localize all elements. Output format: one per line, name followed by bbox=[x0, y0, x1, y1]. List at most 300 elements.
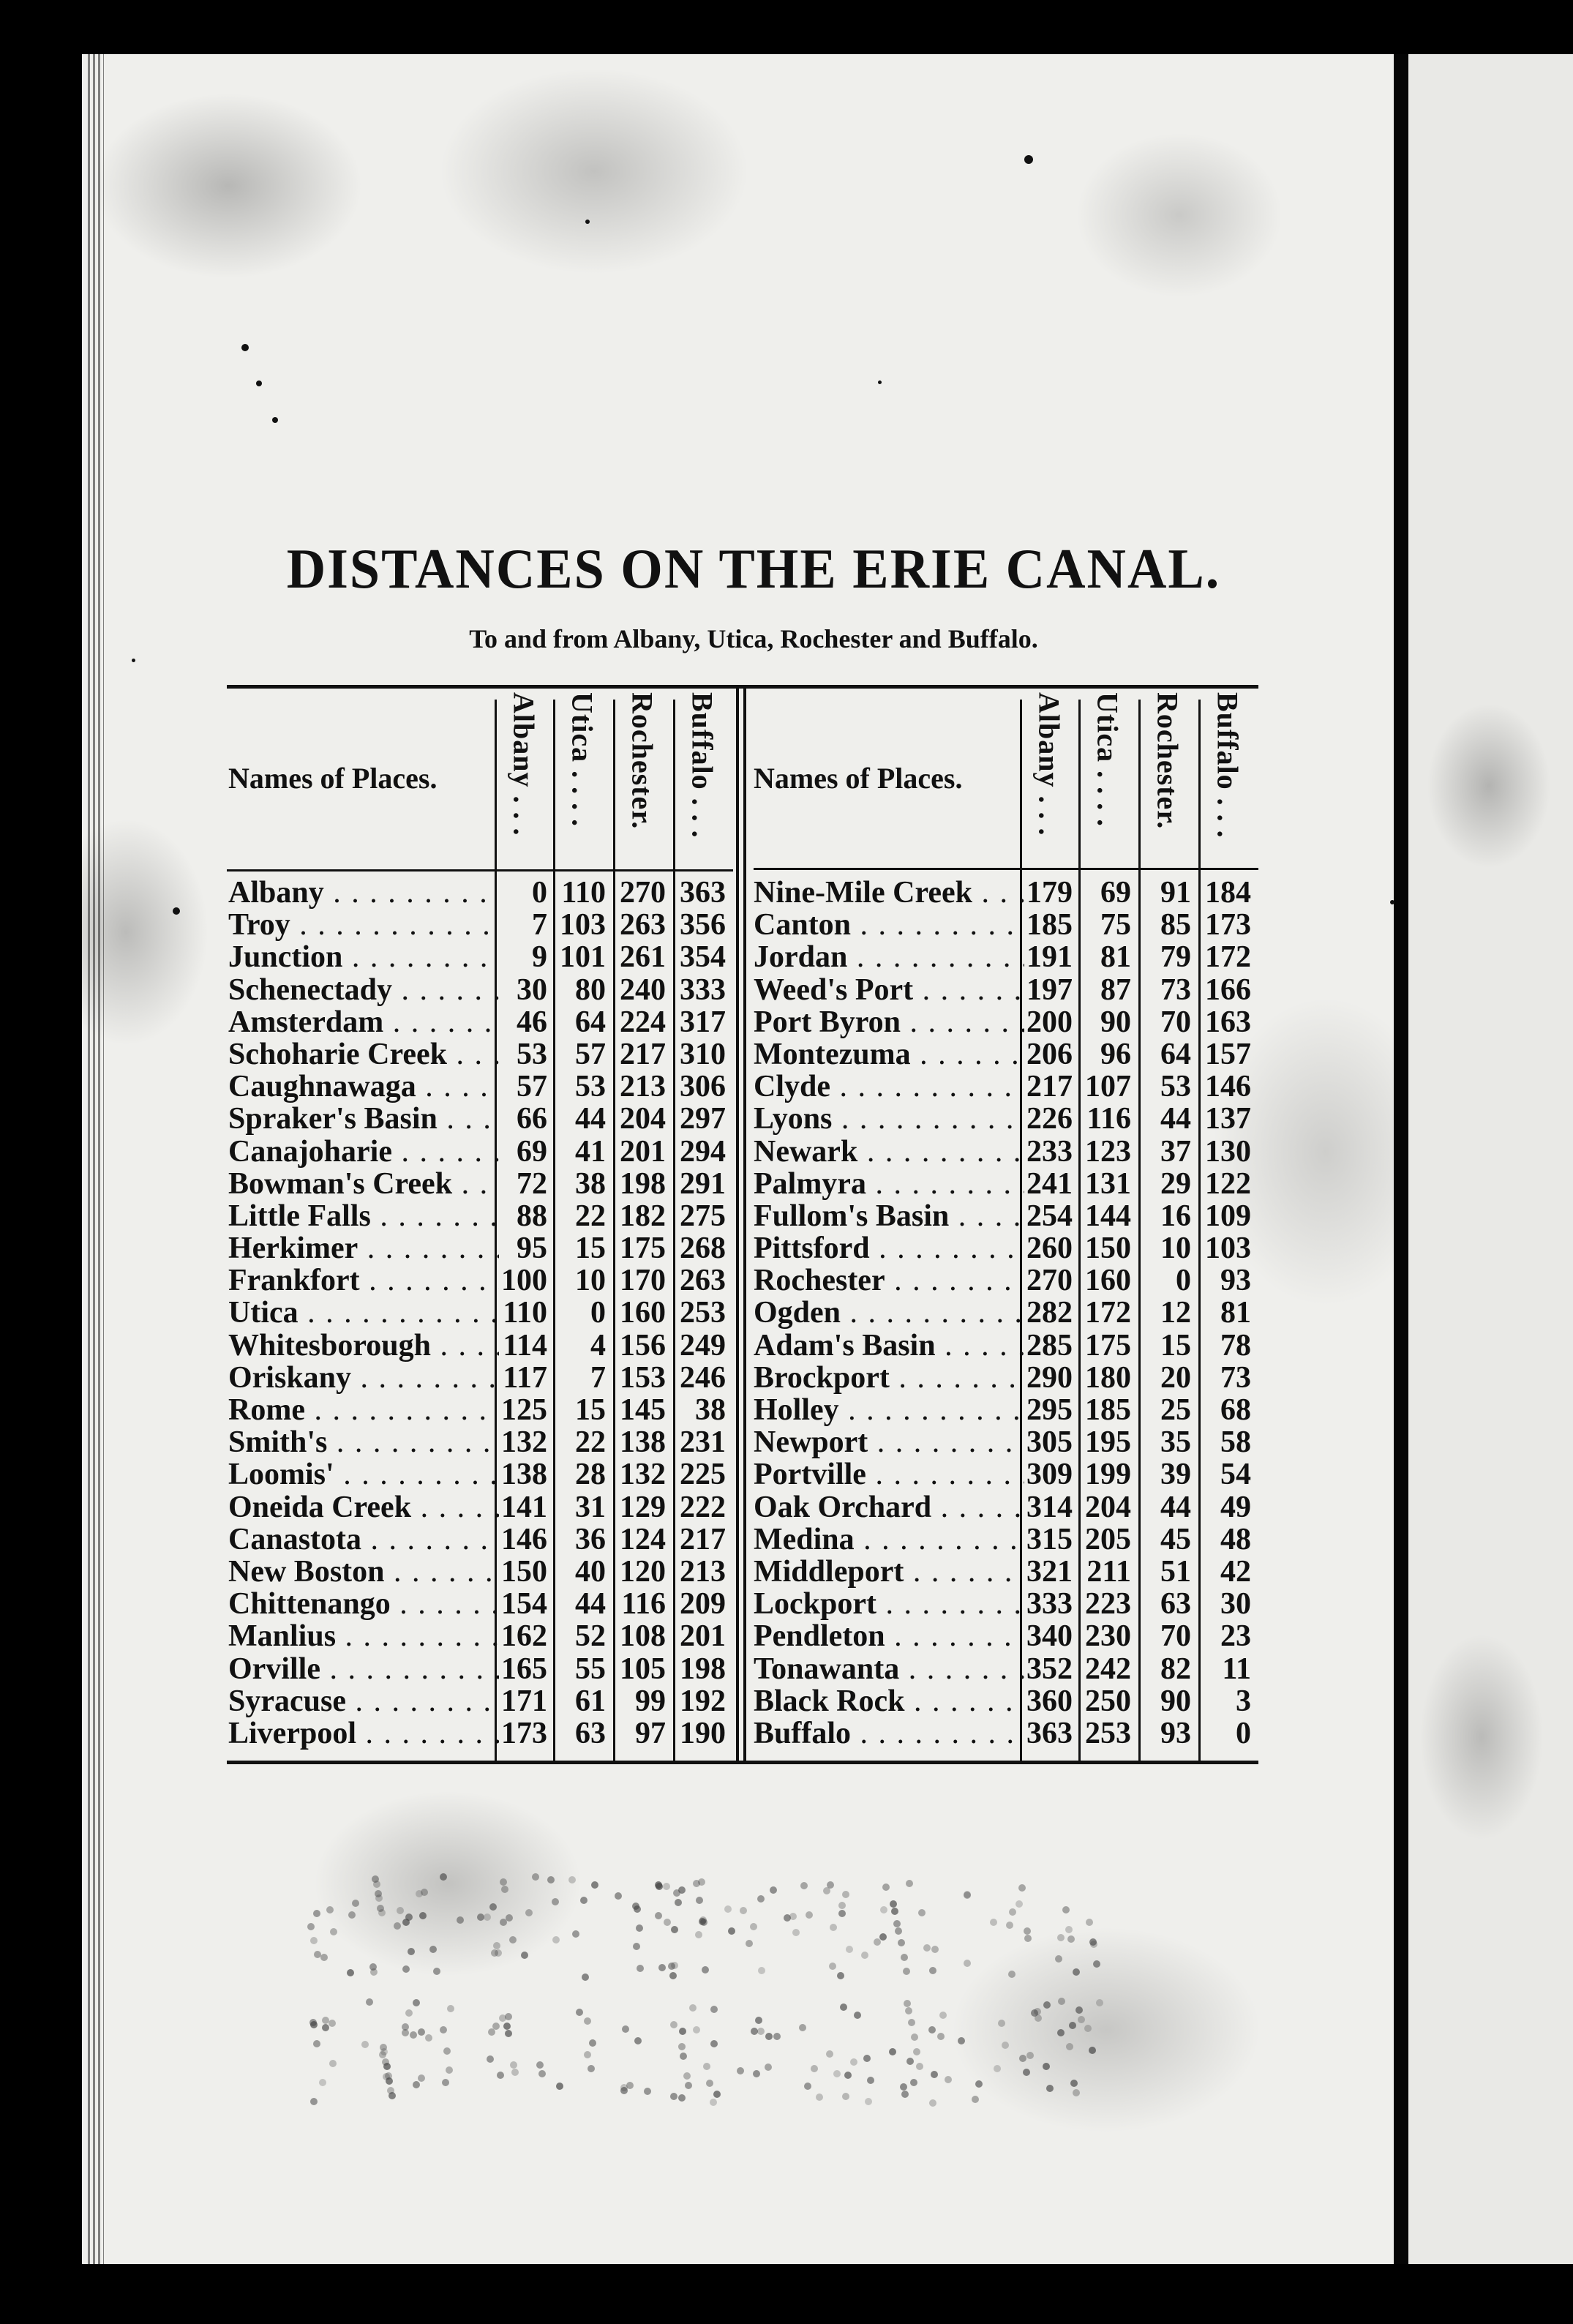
perforation-dot bbox=[850, 2058, 857, 2066]
distance-utica: 253 bbox=[1085, 1716, 1131, 1750]
perforation-dot bbox=[770, 1886, 777, 1894]
distance-albany: 7 bbox=[532, 908, 547, 942]
distance-utica: 230 bbox=[1085, 1619, 1131, 1654]
place-name: Whitesborough . . . bbox=[228, 1330, 499, 1362]
perforation-dot bbox=[929, 1967, 936, 1974]
perforation-dot bbox=[879, 1933, 887, 1941]
distance-rochester: 138 bbox=[620, 1425, 666, 1460]
distance-rochester: 217 bbox=[620, 1037, 666, 1071]
perforation-dot bbox=[765, 2064, 772, 2071]
distance-albany: 95 bbox=[517, 1232, 547, 1266]
distance-buffalo: 103 bbox=[1205, 1232, 1251, 1266]
distance-albany: 150 bbox=[501, 1554, 547, 1589]
perforation-dot bbox=[402, 2029, 409, 2036]
place-name: Liverpool . . . bbox=[228, 1717, 499, 1750]
perforation-dot bbox=[906, 2058, 914, 2065]
distance-utica: 52 bbox=[575, 1619, 606, 1654]
perforation-dot bbox=[671, 1926, 678, 1933]
place-name: New Boston . . . bbox=[228, 1556, 499, 1588]
distance-buffalo: 163 bbox=[1205, 1005, 1251, 1039]
distance-rochester: 105 bbox=[620, 1652, 666, 1686]
perforation-dot bbox=[837, 1972, 844, 1979]
distance-buffalo: 333 bbox=[680, 972, 726, 1007]
perforation-dot bbox=[497, 2072, 504, 2079]
table-row bbox=[228, 1038, 733, 1071]
perforation-dot bbox=[710, 2006, 718, 2013]
place-name: Port Byron . . . bbox=[754, 1006, 1024, 1038]
table-row bbox=[228, 1556, 733, 1588]
distance-albany: 154 bbox=[501, 1587, 547, 1622]
distance-utica: 175 bbox=[1085, 1328, 1131, 1362]
place-name: Fullom's Basin . . . bbox=[754, 1200, 1024, 1232]
perforation-dot bbox=[442, 2079, 449, 2086]
distance-buffalo: 30 bbox=[1220, 1587, 1251, 1622]
speck bbox=[272, 417, 278, 423]
perforation-dot bbox=[882, 1883, 890, 1891]
perforation-dot bbox=[329, 2060, 337, 2067]
distance-rochester: 64 bbox=[1160, 1037, 1191, 1071]
perforation-dot bbox=[702, 1966, 709, 1973]
perforation-dot bbox=[1093, 1960, 1100, 1968]
perforation-dot bbox=[348, 1911, 356, 1919]
table-row bbox=[754, 1200, 1258, 1232]
distance-albany: 66 bbox=[517, 1102, 547, 1136]
col-head-utica-right: Utica . . . . bbox=[1091, 692, 1125, 828]
distance-albany: 260 bbox=[1026, 1232, 1073, 1266]
distance-albany: 363 bbox=[1026, 1716, 1073, 1750]
distance-buffalo: 263 bbox=[680, 1264, 726, 1298]
place-name: Albany . . . bbox=[228, 877, 499, 909]
table-row bbox=[754, 1556, 1258, 1588]
perforation-dot bbox=[804, 2083, 811, 2090]
distance-utica: 31 bbox=[575, 1490, 606, 1524]
distance-buffalo: 23 bbox=[1220, 1619, 1251, 1654]
perforation-dot bbox=[489, 1903, 497, 1911]
distance-buffalo: 137 bbox=[1205, 1102, 1251, 1136]
place-name: Pittsford . . . bbox=[754, 1232, 1024, 1264]
distance-utica: 15 bbox=[575, 1393, 606, 1427]
distance-buffalo: 130 bbox=[1205, 1134, 1251, 1169]
distance-utica: 53 bbox=[575, 1070, 606, 1104]
perforation-dot bbox=[889, 2048, 896, 2055]
perforation-dot bbox=[370, 1968, 378, 1976]
perforation-dot bbox=[773, 2033, 781, 2040]
perforation-dot bbox=[425, 2034, 432, 2042]
table-row bbox=[754, 1103, 1258, 1135]
distance-rochester: 70 bbox=[1160, 1619, 1191, 1654]
perforation-dot bbox=[842, 1891, 849, 1898]
distance-buffalo: 225 bbox=[680, 1458, 726, 1492]
distance-utica: 44 bbox=[575, 1587, 606, 1622]
table-row bbox=[228, 1394, 733, 1426]
distance-albany: 69 bbox=[517, 1134, 547, 1169]
center-double-rule bbox=[743, 685, 746, 1761]
distance-rochester: 79 bbox=[1160, 940, 1191, 975]
perforation-dot bbox=[799, 2024, 806, 2031]
perforation-dot bbox=[1026, 2052, 1034, 2059]
perforation-dot bbox=[509, 1936, 517, 1943]
table-row bbox=[228, 1264, 733, 1297]
perforation-dot bbox=[320, 1954, 328, 1961]
perforation-dot bbox=[410, 2031, 417, 2039]
perforation-dot bbox=[854, 2012, 861, 2019]
distance-buffalo: 0 bbox=[1236, 1716, 1251, 1750]
perforation-dot bbox=[429, 1946, 437, 1953]
table-row bbox=[228, 1297, 733, 1329]
table-row bbox=[754, 1006, 1258, 1038]
distance-utica: 10 bbox=[575, 1264, 606, 1298]
distance-buffalo: 354 bbox=[680, 940, 726, 975]
perforation-dot bbox=[823, 1887, 830, 1894]
distance-albany: 241 bbox=[1026, 1166, 1073, 1201]
perforation-dot bbox=[891, 1908, 898, 1915]
table-row bbox=[754, 877, 1258, 909]
table-row bbox=[228, 1491, 733, 1523]
distance-rochester: 51 bbox=[1160, 1554, 1191, 1589]
perforation-dot bbox=[310, 2021, 318, 2028]
perforation-dot bbox=[678, 2094, 686, 2102]
distance-albany: 100 bbox=[501, 1264, 547, 1298]
perforation-dot bbox=[322, 2024, 329, 2031]
perforation-dot bbox=[916, 2063, 923, 2070]
perforation-dot bbox=[446, 2066, 453, 2074]
perforated-stamp bbox=[307, 1873, 1112, 2115]
distance-utica: 96 bbox=[1100, 1037, 1131, 1071]
distance-rochester: 20 bbox=[1160, 1360, 1191, 1395]
distance-albany: 340 bbox=[1026, 1619, 1073, 1654]
distance-albany: 197 bbox=[1026, 972, 1073, 1007]
perforation-dot bbox=[931, 2071, 938, 2078]
distance-buffalo: 198 bbox=[680, 1652, 726, 1686]
perforation-dot bbox=[1046, 2085, 1054, 2092]
distance-rochester: 124 bbox=[620, 1522, 666, 1556]
perforation-dot bbox=[910, 2079, 917, 2086]
distance-albany: 125 bbox=[501, 1393, 547, 1427]
perforation-dot bbox=[388, 2092, 396, 2099]
table-row bbox=[754, 1588, 1258, 1620]
perforation-dot bbox=[874, 1938, 881, 1946]
distance-albany: 360 bbox=[1026, 1684, 1073, 1718]
place-name: Black Rock . . . bbox=[754, 1685, 1024, 1717]
rows-left bbox=[228, 877, 733, 1750]
perforation-dot bbox=[1067, 1935, 1075, 1943]
perforation-dot bbox=[1024, 1927, 1031, 1935]
perforation-dot bbox=[906, 1880, 913, 1887]
table-row bbox=[754, 1620, 1258, 1652]
perforation-dot bbox=[683, 2072, 691, 2080]
place-name: Spraker's Basin . . . bbox=[228, 1103, 499, 1135]
distance-rochester: 116 bbox=[621, 1587, 666, 1622]
perforation-dot bbox=[521, 1952, 528, 1959]
distance-rochester: 53 bbox=[1160, 1070, 1191, 1104]
perforation-dot bbox=[669, 1972, 677, 1979]
table-row bbox=[228, 909, 733, 941]
col-head-albany-right: Albany . . . bbox=[1032, 692, 1066, 836]
distance-buffalo: 217 bbox=[680, 1522, 726, 1556]
perforation-dot bbox=[728, 1927, 735, 1935]
place-name: Canton . . . bbox=[754, 909, 1024, 941]
perforation-dot bbox=[750, 1923, 757, 1930]
perforation-dot bbox=[789, 1913, 797, 1920]
perforation-dot bbox=[330, 1928, 337, 1935]
distance-rochester: 16 bbox=[1160, 1199, 1191, 1233]
table-row bbox=[754, 1136, 1258, 1168]
distance-utica: 250 bbox=[1085, 1684, 1131, 1718]
distance-albany: 9 bbox=[532, 940, 547, 975]
table-row bbox=[228, 941, 733, 973]
distance-buffalo: 38 bbox=[695, 1393, 726, 1427]
perforation-dot bbox=[746, 1940, 753, 1947]
perforation-dot bbox=[386, 2077, 393, 2085]
perforation-dot bbox=[1057, 2029, 1065, 2036]
distance-albany: 57 bbox=[517, 1070, 547, 1104]
perforation-dot bbox=[1057, 1934, 1065, 1941]
distance-albany: 46 bbox=[517, 1005, 547, 1039]
perforation-dot bbox=[706, 2080, 713, 2087]
distance-albany: 88 bbox=[517, 1199, 547, 1233]
table-row bbox=[754, 1653, 1258, 1685]
table-row bbox=[754, 1264, 1258, 1297]
perforation-dot bbox=[664, 1919, 671, 1926]
distance-albany: 72 bbox=[517, 1166, 547, 1201]
place-name: Clyde . . . bbox=[754, 1071, 1024, 1103]
perforation-dot bbox=[319, 2079, 326, 2086]
perforation-dot bbox=[591, 1881, 598, 1889]
speck bbox=[1390, 900, 1394, 904]
place-name: Portville . . . bbox=[754, 1458, 1024, 1491]
distance-rochester: 160 bbox=[620, 1296, 666, 1330]
distance-albany: 233 bbox=[1026, 1134, 1073, 1169]
distance-utica: 15 bbox=[575, 1232, 606, 1266]
distance-rochester: 198 bbox=[620, 1166, 666, 1201]
perforation-dot bbox=[693, 1880, 700, 1887]
perforation-dot bbox=[568, 1876, 576, 1883]
names-header-left: Names of Places. bbox=[228, 762, 438, 795]
place-name: Smith's . . . bbox=[228, 1426, 499, 1458]
perforation-dot bbox=[440, 1873, 447, 1881]
distance-albany: 290 bbox=[1026, 1360, 1073, 1395]
distance-albany: 191 bbox=[1026, 940, 1073, 975]
place-name: Montezuma . . . bbox=[754, 1038, 1024, 1071]
distance-rochester: 91 bbox=[1160, 876, 1191, 910]
distance-buffalo: 109 bbox=[1205, 1199, 1251, 1233]
perforation-dot bbox=[710, 2099, 717, 2106]
distance-utica: 144 bbox=[1085, 1199, 1131, 1233]
perforation-dot bbox=[484, 1913, 491, 1921]
distance-buffalo: 190 bbox=[680, 1716, 726, 1750]
distance-rochester: 90 bbox=[1160, 1684, 1191, 1718]
distance-buffalo: 42 bbox=[1220, 1554, 1251, 1589]
distance-rochester: 170 bbox=[620, 1264, 666, 1298]
perforation-dot bbox=[405, 2009, 413, 2017]
perforation-dot bbox=[1073, 1968, 1080, 1976]
distance-rochester: 132 bbox=[620, 1458, 666, 1492]
distance-buffalo: 11 bbox=[1222, 1652, 1251, 1686]
distance-albany: 171 bbox=[501, 1684, 547, 1718]
perforation-dot bbox=[378, 1909, 386, 1916]
perforation-dot bbox=[505, 2013, 512, 2020]
perforation-dot bbox=[670, 2093, 677, 2100]
perforation-dot bbox=[433, 1968, 440, 1975]
distance-buffalo: 291 bbox=[680, 1166, 726, 1201]
table-row bbox=[228, 974, 733, 1006]
perforation-dot bbox=[890, 1900, 897, 1908]
perforation-dot bbox=[525, 1909, 533, 1916]
distance-rochester: 73 bbox=[1160, 972, 1191, 1007]
table-row bbox=[754, 1458, 1258, 1491]
perforation-dot bbox=[634, 1905, 641, 1913]
perforation-dot bbox=[811, 2065, 818, 2072]
distance-albany: 173 bbox=[501, 1716, 547, 1750]
perforation-dot bbox=[923, 1944, 931, 1952]
perforation-dot bbox=[898, 1939, 905, 1946]
distance-albany: 321 bbox=[1026, 1554, 1073, 1589]
distance-buffalo: 297 bbox=[680, 1102, 726, 1136]
distance-buffalo: 93 bbox=[1220, 1264, 1251, 1298]
perforation-dot bbox=[964, 1892, 971, 1899]
distance-buffalo: 54 bbox=[1220, 1458, 1251, 1492]
distance-buffalo: 294 bbox=[680, 1134, 726, 1169]
distance-buffalo: 122 bbox=[1205, 1166, 1251, 1201]
place-name: Rome . . . bbox=[228, 1394, 499, 1426]
perforation-dot bbox=[990, 1919, 997, 1926]
distance-albany: 309 bbox=[1026, 1458, 1073, 1492]
distance-albany: 132 bbox=[501, 1425, 547, 1460]
perforation-dot bbox=[634, 2037, 642, 2044]
perforation-dot bbox=[1096, 1999, 1103, 2006]
distance-utica: 80 bbox=[575, 972, 606, 1007]
distance-utica: 150 bbox=[1085, 1232, 1131, 1266]
perforation-dot bbox=[846, 1946, 853, 1953]
perforation-dot bbox=[361, 2041, 369, 2048]
place-name: Utica . . . bbox=[228, 1297, 499, 1329]
perforation-dot bbox=[842, 2093, 849, 2100]
distance-utica: 172 bbox=[1085, 1296, 1131, 1330]
perforation-dot bbox=[928, 2026, 936, 2034]
distance-utica: 22 bbox=[575, 1425, 606, 1460]
distance-albany: 226 bbox=[1026, 1102, 1073, 1136]
perforation-dot bbox=[964, 1960, 971, 1967]
distance-albany: 117 bbox=[503, 1360, 547, 1395]
perforation-dot bbox=[329, 2020, 336, 2027]
center-double-rule bbox=[736, 685, 739, 1761]
perforation-dot bbox=[615, 1892, 622, 1900]
perforation-dot bbox=[626, 2082, 634, 2089]
distance-rochester: 108 bbox=[620, 1619, 666, 1654]
place-name: Loomis' . . . bbox=[228, 1458, 499, 1491]
perforation-dot bbox=[693, 2026, 700, 2034]
place-name: Junction . . . bbox=[228, 941, 499, 973]
table-row bbox=[754, 1426, 1258, 1458]
place-name: Tonawanta . . . bbox=[754, 1653, 1024, 1685]
distance-utica: 28 bbox=[575, 1458, 606, 1492]
distance-albany: 254 bbox=[1026, 1199, 1073, 1233]
perforation-dot bbox=[863, 2055, 871, 2062]
perforation-dot bbox=[695, 1931, 702, 1938]
perforation-dot bbox=[830, 1924, 837, 1931]
perforation-dot bbox=[397, 1907, 404, 1914]
perforation-dot bbox=[582, 1973, 589, 1981]
perforation-dot bbox=[900, 2083, 907, 2091]
perforation-dot bbox=[840, 2003, 847, 2011]
perforation-dot bbox=[347, 1969, 354, 1976]
distance-utica: 185 bbox=[1085, 1393, 1131, 1427]
perforation-dot bbox=[975, 2080, 983, 2088]
page-subtitle: To and from Albany, Utica, Rochester and Buffalo. bbox=[469, 624, 1038, 653]
distance-buffalo: 73 bbox=[1220, 1360, 1251, 1395]
perforation-dot bbox=[1002, 2042, 1009, 2049]
perforation-dot bbox=[584, 2017, 591, 2025]
perforation-dot bbox=[536, 2061, 544, 2069]
perforation-dot bbox=[1075, 2006, 1083, 2014]
distance-rochester: 63 bbox=[1160, 1587, 1191, 1622]
table-row bbox=[754, 909, 1258, 941]
distance-utica: 7 bbox=[590, 1360, 606, 1395]
perforation-dot bbox=[937, 2033, 945, 2040]
table-bottom-rule bbox=[227, 1761, 1258, 1764]
perforation-dot bbox=[1070, 2080, 1078, 2087]
distance-utica: 131 bbox=[1085, 1166, 1131, 1201]
perforation-dot bbox=[352, 1900, 359, 1907]
distance-buffalo: 306 bbox=[680, 1070, 726, 1104]
distance-buffalo: 317 bbox=[680, 1005, 726, 1039]
perforation-dot bbox=[644, 2088, 651, 2095]
distance-utica: 90 bbox=[1100, 1005, 1131, 1039]
distance-albany: 200 bbox=[1026, 1005, 1073, 1039]
perforation-dot bbox=[671, 1962, 678, 1969]
perforation-dot bbox=[418, 2028, 425, 2036]
perforation-dot bbox=[326, 1906, 334, 1913]
perforation-dot bbox=[492, 2023, 500, 2030]
perforation-dot bbox=[829, 1963, 836, 1970]
distance-rochester: 44 bbox=[1160, 1490, 1191, 1524]
table-row bbox=[228, 1426, 733, 1458]
perforation-dot bbox=[503, 2023, 511, 2030]
distance-utica: 36 bbox=[575, 1522, 606, 1556]
perforation-dot bbox=[310, 2098, 318, 2105]
perforation-dot bbox=[1006, 1922, 1013, 1929]
distance-utica: 103 bbox=[560, 908, 606, 942]
distance-buffalo: 249 bbox=[680, 1328, 726, 1362]
distance-utica: 204 bbox=[1085, 1490, 1131, 1524]
distance-utica: 205 bbox=[1085, 1522, 1131, 1556]
perforation-dot bbox=[419, 1912, 427, 1919]
place-name: Newark . . . bbox=[754, 1136, 1024, 1168]
distance-rochester: 29 bbox=[1160, 1166, 1191, 1201]
perforation-dot bbox=[658, 1964, 666, 1971]
distance-buffalo: 209 bbox=[680, 1587, 726, 1622]
distance-buffalo: 192 bbox=[680, 1684, 726, 1718]
distance-rochester: 99 bbox=[635, 1684, 666, 1718]
perforation-dot bbox=[758, 1967, 765, 1974]
distance-albany: 141 bbox=[501, 1490, 547, 1524]
perforation-dot bbox=[413, 2081, 420, 2088]
perforation-dot bbox=[1043, 2001, 1051, 2009]
perforation-dot bbox=[663, 1883, 670, 1890]
perforation-dot bbox=[816, 2094, 823, 2101]
distance-albany: 165 bbox=[501, 1652, 547, 1686]
perforation-dot bbox=[703, 2063, 710, 2070]
distance-utica: 160 bbox=[1085, 1264, 1131, 1298]
distance-utica: 81 bbox=[1100, 940, 1131, 975]
distance-utica: 69 bbox=[1100, 876, 1131, 910]
perforation-dot bbox=[945, 2076, 952, 2083]
perforation-dot bbox=[861, 1952, 868, 1959]
table-row bbox=[228, 1136, 733, 1168]
perforation-dot bbox=[1090, 1941, 1097, 1948]
distance-utica: 63 bbox=[575, 1716, 606, 1750]
place-name: Lyons . . . bbox=[754, 1103, 1024, 1135]
